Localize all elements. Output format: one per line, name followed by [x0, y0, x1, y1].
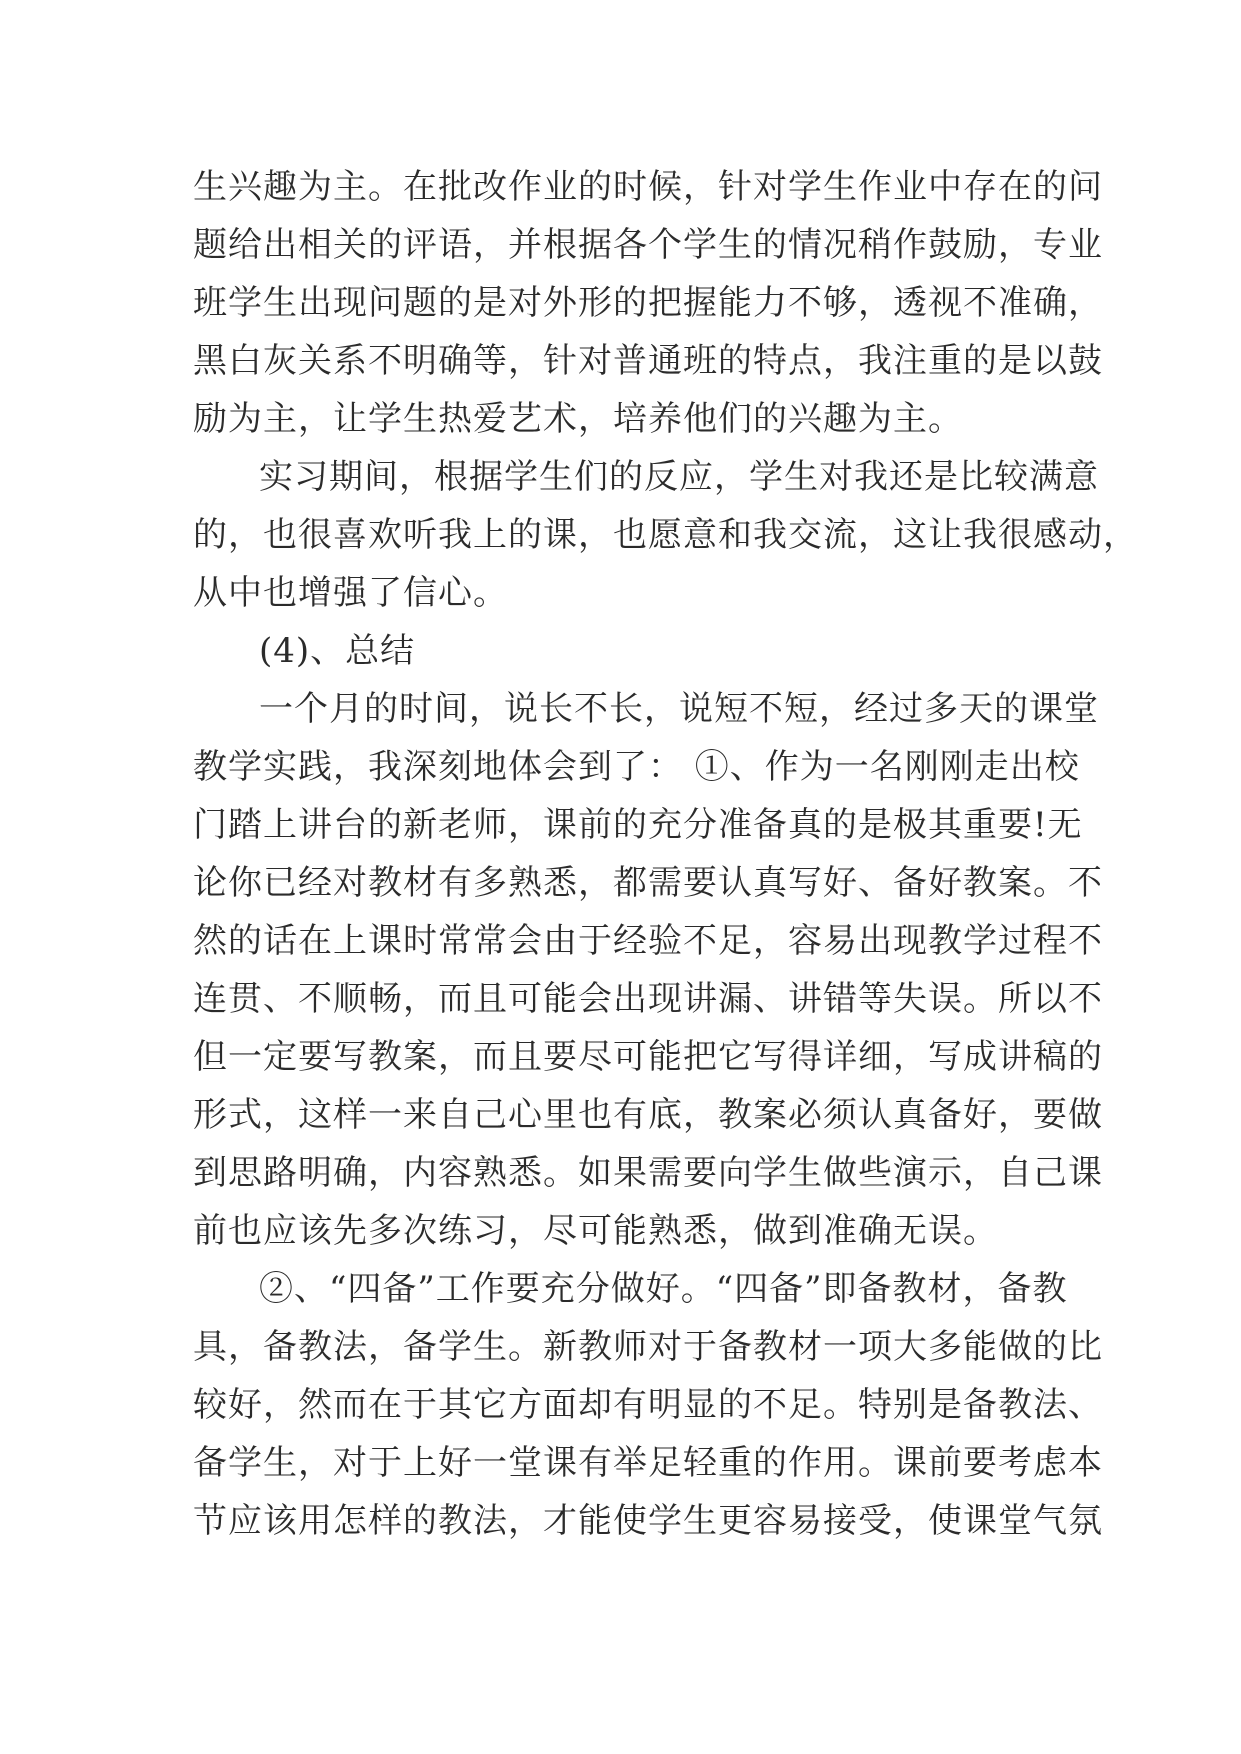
text-line: 班学生出现问题的是对外形的把握能力不够，透视不准确， [193, 283, 1103, 323]
text-line: 备学生，对于上好一堂课有举足轻重的作用。课前要考虑本 [193, 1443, 1103, 1483]
paragraph-start-line: 一个月的时间，说长不长，说短不短，经过多天的课堂 [259, 689, 1099, 729]
text-line: 到思路明确，内容熟悉。如果需要向学生做些演示，自己课 [193, 1153, 1103, 1193]
text-line: 门踏上讲台的新老师，课前的充分准备真的是极其重要!无 [193, 805, 1083, 845]
paragraph-start-line: 实习期间，根据学生们的反应，学生对我还是比较满意 [259, 457, 1099, 497]
text-line: 的，也很喜欢听我上的课，也愿意和我交流，这让我很感动， [193, 515, 1138, 555]
text-line: 节应该用怎样的教法，才能使学生更容易接受，使课堂气氛 [193, 1501, 1103, 1541]
paragraph-start-line: ②、“四备”工作要充分做好。“四备”即备教材，备教 [259, 1269, 1068, 1309]
text-line: 励为主，让学生热爱艺术，培养他们的兴趣为主。 [193, 399, 963, 439]
text-line: 连贯、不顺畅，而且可能会出现讲漏、讲错等失误。所以不 [193, 979, 1103, 1019]
text-line: 然的话在上课时常常会由于经验不足，容易出现教学过程不 [193, 921, 1103, 961]
text-line: 前也应该先多次练习，尽可能熟悉，做到准确无误。 [193, 1211, 998, 1251]
text-line: 生兴趣为主。在批改作业的时候，针对学生作业中存在的问 [193, 167, 1103, 207]
text-line: 形式，这样一来自己心里也有底，教案必须认真备好，要做 [193, 1095, 1103, 1135]
text-line: 论你已经对教材有多熟悉，都需要认真写好、备好教案。不 [193, 863, 1103, 903]
text-line: 从中也增强了信心。 [193, 573, 508, 613]
text-line: 较好，然而在于其它方面却有明显的不足。特别是备教法、 [193, 1385, 1103, 1425]
body-text [193, 158, 1138, 1550]
text-line: 具，备教法，备学生。新教师对于备教材一项大多能做的比 [193, 1327, 1103, 1367]
text-line: 教学实践，我深刻地体会到了： ①、作为一名刚刚走出校 [193, 747, 1080, 787]
text-line: 但一定要写教案，而且要尽可能把它写得详细，写成讲稿的 [193, 1037, 1103, 1077]
text-line: 题给出相关的评语，并根据各个学生的情况稍作鼓励，专业 [193, 225, 1103, 265]
text-line: 黑白灰关系不明确等，针对普通班的特点，我注重的是以鼓 [193, 341, 1103, 381]
section-heading: (4)、总结 [259, 631, 416, 671]
